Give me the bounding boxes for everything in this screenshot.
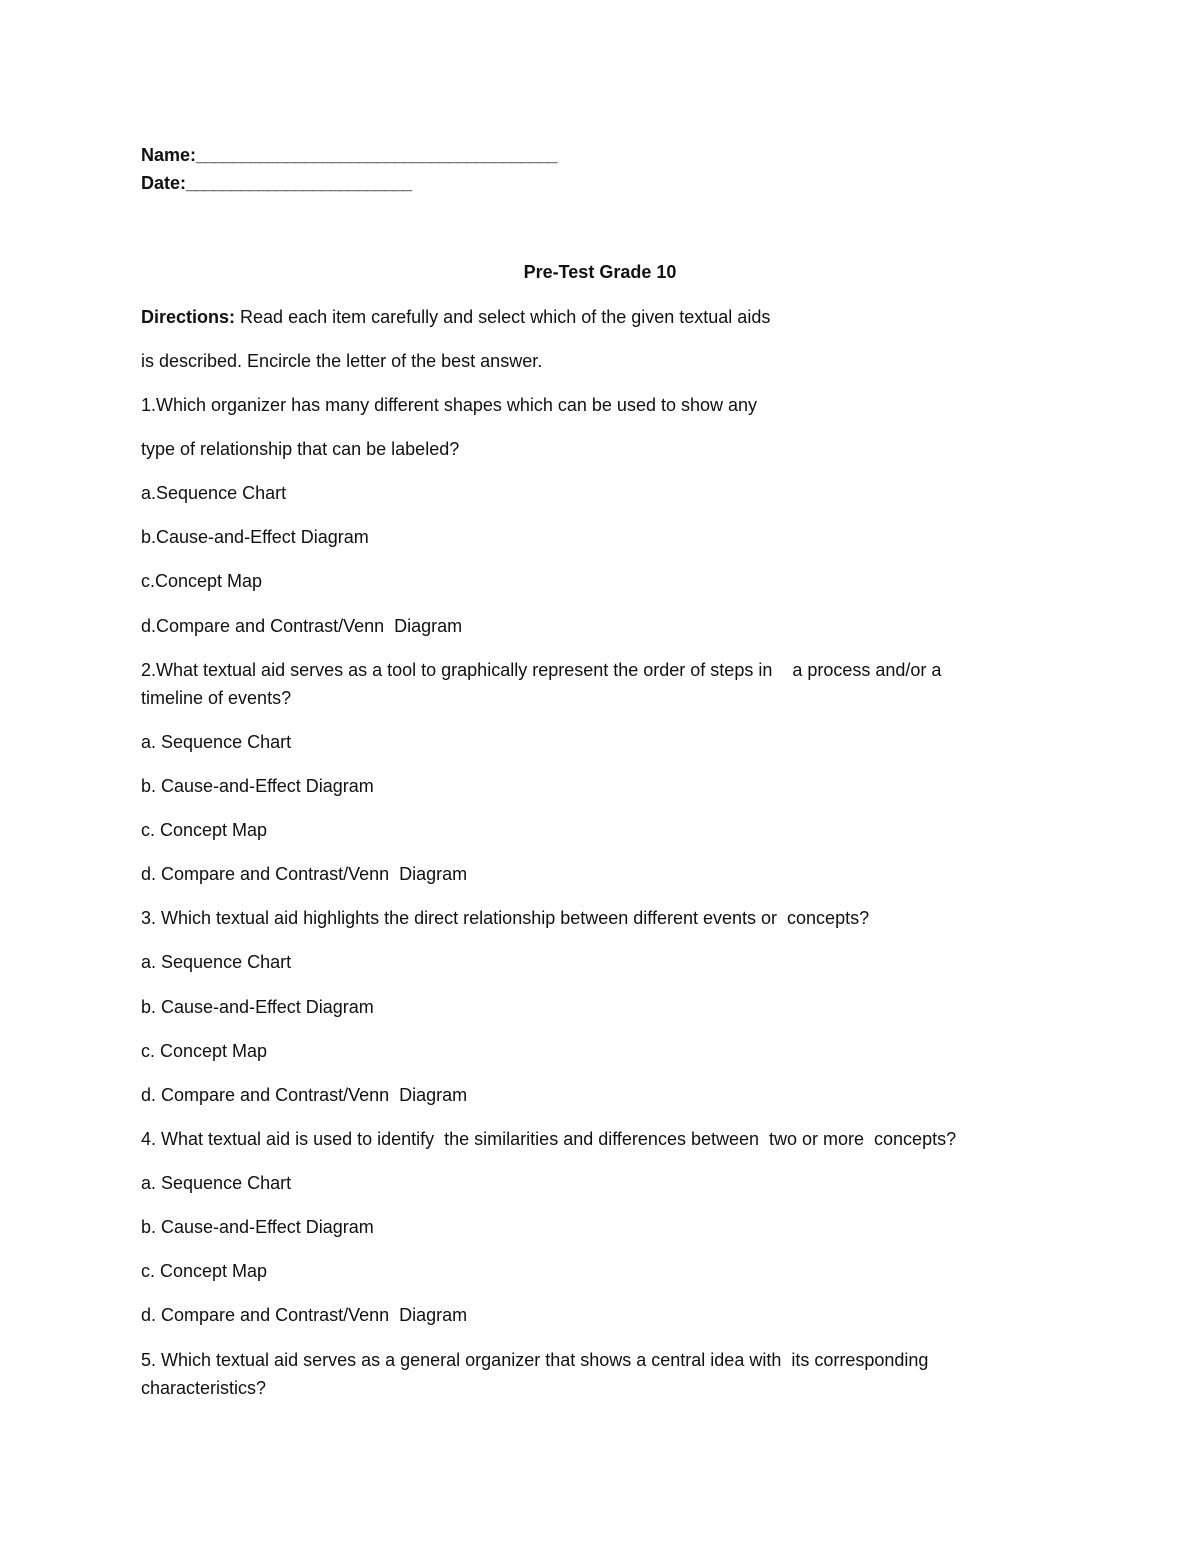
question-1-option-a[interactable]: a.Sequence Chart: [141, 483, 287, 503]
question-2-option-b[interactable]: b. Cause-and-Effect Diagram: [141, 776, 374, 796]
question-2-line-1: 2.What textual aid serves as a tool to graphically represent the order of steps in a process and/or a: [141, 660, 942, 680]
question-3-option-a[interactable]: a. Sequence Chart: [141, 952, 292, 972]
name-blank[interactable]: ________________________________________: [196, 145, 557, 165]
directions-text-1: Read each item carefully and select which of the given textual aids: [235, 307, 771, 327]
question-5-line-2: characteristics?: [141, 1378, 267, 1398]
question-4-option-b[interactable]: b. Cause-and-Effect Diagram: [141, 1217, 374, 1237]
page-title: Pre-Test Grade 10: [523, 262, 677, 282]
question-3-line-1: 3. Which textual aid highlights the direct relationship between different events or concepts?: [141, 908, 870, 928]
question-3-option-d[interactable]: d. Compare and Contrast/Venn Diagram: [141, 1085, 468, 1105]
question-4-line-1: 4. What textual aid is used to identify the similarities and differences between two or more concepts?: [141, 1129, 957, 1149]
question-1-line-2: type of relationship that can be labeled?: [141, 439, 460, 459]
name-field[interactable]: [141, 141, 556, 169]
question-1-option-d[interactable]: d.Compare and Contrast/Venn Diagram: [141, 616, 463, 636]
question-4-option-a[interactable]: a. Sequence Chart: [141, 1173, 292, 1193]
date-label: Date:: [141, 173, 187, 193]
question-2-option-c[interactable]: c. Concept Map: [141, 820, 268, 840]
date-blank[interactable]: _________________________: [186, 173, 412, 193]
question-1-option-c[interactable]: c.Concept Map: [141, 571, 263, 591]
question-4-option-c[interactable]: c. Concept Map: [141, 1261, 268, 1281]
question-5-line-1: 5. Which textual aid serves as a general organizer that shows a central idea with its corresponding: [141, 1350, 929, 1370]
question-4-option-d[interactable]: d. Compare and Contrast/Venn Diagram: [141, 1305, 468, 1325]
question-3-option-c[interactable]: c. Concept Map: [141, 1041, 268, 1061]
question-1-line-1: 1.Which organizer has many different shapes which can be used to show any: [141, 395, 758, 415]
directions-line-2: is described. Encircle the letter of the best answer.: [141, 351, 543, 371]
date-field[interactable]: [141, 169, 411, 197]
question-1-option-b[interactable]: b.Cause-and-Effect Diagram: [141, 527, 369, 547]
question-3-option-b[interactable]: b. Cause-and-Effect Diagram: [141, 997, 374, 1017]
directions-line-1: [141, 303, 770, 331]
question-2-option-d[interactable]: d. Compare and Contrast/Venn Diagram: [141, 864, 468, 884]
directions-label: Directions:: [141, 307, 236, 327]
question-2-line-2: timeline of events?: [141, 688, 292, 708]
name-label: Name:: [141, 145, 197, 165]
question-2-option-a[interactable]: a. Sequence Chart: [141, 732, 292, 752]
